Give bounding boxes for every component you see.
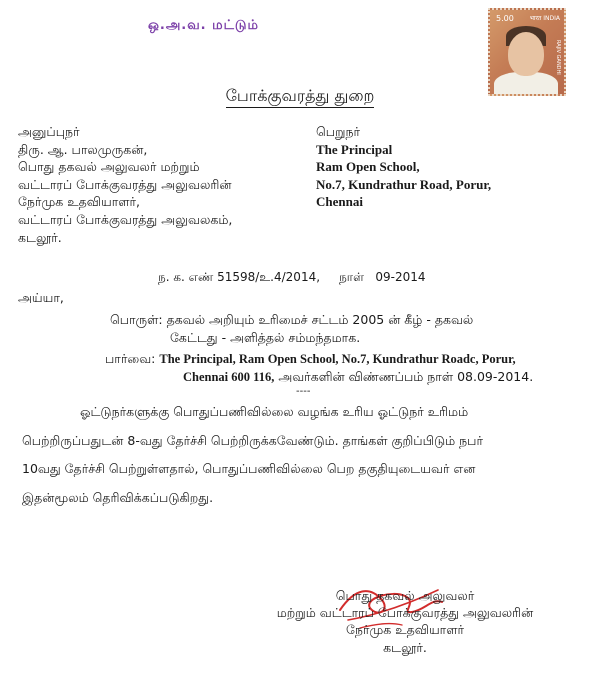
letter-body bbox=[22, 398, 574, 512]
reference-line-ta: அவர்களின் விண்ணப்பம் நாள் 08.09-2014. bbox=[274, 369, 534, 384]
postage-stamp bbox=[488, 8, 566, 96]
body-line: ஓட்டுநர்களுக்கு பொதுப்பணிவில்லை வழங்க உரிய ஓட்டுநர் உரிமம் bbox=[80, 404, 469, 419]
signature-line: மற்றும் வட்டாரப் போக்குவரத்து அலுவலரின் bbox=[276, 605, 534, 621]
subject-block bbox=[110, 311, 473, 346]
department-title-text: போக்குவரத்து துறை bbox=[226, 86, 375, 108]
sender-line: நேர்முக உதவியாளர், bbox=[18, 194, 141, 210]
sender-line: பொது தகவல் அலுவலர் மற்றும் bbox=[18, 159, 200, 175]
recipient-line: The Principal bbox=[316, 141, 393, 157]
sender-line: வட்டாரப் போக்குவரத்து அலுவலகம், bbox=[18, 211, 233, 227]
sender-block bbox=[18, 123, 232, 246]
signature-line: கடலூர். bbox=[383, 639, 427, 655]
sender-line: திரு. ஆ. பாலமுருகன், bbox=[18, 141, 148, 157]
reference-block bbox=[105, 350, 533, 386]
stamp-country: भारत INDIA bbox=[529, 15, 560, 22]
recipient-label: பெறுநர் bbox=[316, 124, 361, 139]
recipient-block bbox=[316, 123, 491, 211]
stamp-value: 5.00 bbox=[496, 14, 514, 23]
body-line: பெற்றிருப்பதுடன் 8-வது தேர்ச்சி பெற்றிருக்கவேண்டும். தாங்கள் குறிப்பிடும் நபர் bbox=[22, 432, 484, 448]
reference-line-en: The Principal, Ram Open School, No.7, Kundrathur Roadc, Porur, bbox=[159, 352, 516, 366]
subject-line: கேட்டது - அளித்தல் சம்மந்தமாக. bbox=[170, 329, 361, 345]
portrait-face bbox=[508, 32, 544, 76]
recipient-line: Chennai bbox=[316, 194, 363, 210]
separator: ---- bbox=[296, 386, 311, 397]
reference-number: ந. க. எண் 51598/உ.4/2014, நாள் 09-2014 bbox=[158, 270, 426, 284]
subject-line: பொருள்: தகவல் அறியும் உரிமைச் சட்டம் 2005 ன் கீழ் - தகவல் bbox=[110, 312, 474, 327]
signature-line: பொது தகவல் அலுவலர் bbox=[335, 588, 475, 603]
sender-line: கடலூர். bbox=[18, 229, 62, 245]
reference-label: பார்வை: bbox=[105, 351, 156, 366]
reference-line-en: Chennai 600 116, bbox=[183, 370, 275, 384]
sender-line: வட்டாரப் போக்குவரத்து அலுவலரின் bbox=[18, 176, 232, 192]
stamp-name: RAJIV GANDHI bbox=[555, 40, 561, 75]
office-stamp: ஒ.அ.வ. மட்டும் bbox=[148, 18, 259, 33]
sender-label: அனுப்புநர் bbox=[18, 124, 80, 139]
recipient-line: Ram Open School, bbox=[316, 159, 420, 175]
recipient-line: No.7, Kundrathur Road, Porur, bbox=[316, 176, 492, 192]
body-line: 10வது தேர்ச்சி பெற்றுள்ளதால், பொதுப்பணிவில்லை பெற தகுதியுடையவர் என bbox=[22, 461, 476, 476]
signature-line: நேர்முக உதவியாளர் bbox=[345, 622, 465, 638]
signature-block bbox=[275, 587, 535, 656]
body-line: இதன்மூலம் தெரிவிக்கப்படுகிறது. bbox=[22, 489, 214, 505]
department-title bbox=[0, 86, 600, 107]
salutation: அய்யா, bbox=[18, 290, 64, 305]
